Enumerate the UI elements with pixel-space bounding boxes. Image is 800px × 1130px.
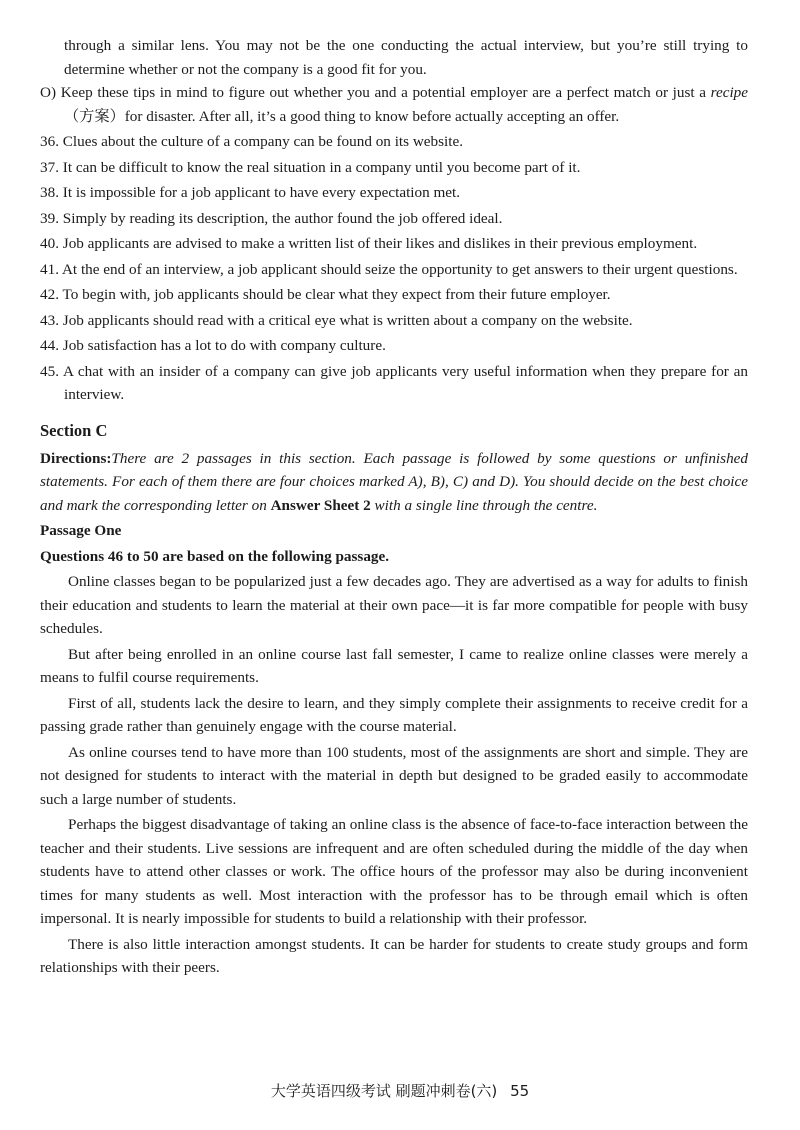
footer-title: 大学英语四级考试 刷题冲刺卷(六) — [270, 1082, 498, 1100]
statement-text: To begin with, job applicants should be clear what they expect from their future employer. — [62, 286, 611, 303]
passage-paragraph-1: Online classes began to be popularized just a few decades ago. They are advertised as a way for adults to finish their education and students to learn the material at their own pace—it is far more compatible for people with busy schedules. — [40, 573, 748, 637]
passage-paragraph-2: But after being enrolled in an online course last fall semester, I came to realize online classes were merely a means to fulfil course requirements. — [40, 645, 748, 686]
statement-number: 40. — [40, 235, 59, 252]
page-number: 55 — [510, 1082, 530, 1100]
passage-paragraph-4: As online courses tend to have more than 100 students, most of the assignments are short and simple. They are not designed for students to interact with the material in depth but designed to be graded easily to accommodate such a large number of students. — [40, 743, 748, 808]
statement-44 — [40, 334, 748, 358]
directions-label: Directions: — [40, 449, 112, 467]
paragraph-o-label: O) — [40, 84, 57, 101]
paragraph-o-recipe: recipe — [710, 84, 749, 101]
passage-paragraph-3: First of all, students lack the desire to learn, and they simply complete their assignments to receive credit for a passing grade rather than genuinely engage with the course material. — [40, 694, 748, 735]
statement-number: 44. — [40, 337, 59, 354]
statement-number: 37. — [40, 158, 59, 176]
statement-40 — [40, 232, 748, 256]
passage-paragraph-6: There is also little interaction amongst students. It can be harder for students to create study groups and form relationships with their peers. — [40, 935, 748, 976]
directions-paragraph — [40, 447, 748, 518]
questions-line: Questions 46 to 50 are based on the following passage. — [40, 547, 390, 565]
statement-text: Clues about the culture of a company can be found on its website. — [62, 133, 464, 150]
statement-text: Job applicants are advised to make a written list of their likes and dislikes in their previous employment. — [62, 235, 698, 252]
directions-text-2: with a single line through the centre. — [370, 496, 598, 514]
section-heading: Section C — [40, 420, 108, 440]
paragraph-o-text-1: Keep these tips in mind to figure out whether you and a potential employer are a perfect match or just a — [60, 84, 711, 101]
statement-number: 45. — [40, 362, 59, 380]
passage-title: Passage One — [40, 522, 122, 539]
statement-text: A chat with an insider of a company can give job applicants very useful information when they prepare for an interview. — [62, 362, 748, 403]
directions-answer-sheet: Answer Sheet 2 — [270, 496, 371, 514]
statement-43 — [40, 309, 748, 333]
paragraph-o-text-2: （方案）for disaster. After all, it’s a good thing to know before actually accepting an offer. — [64, 107, 620, 125]
continuation-paragraph: through a similar lens. You may not be the one conducting the actual interview, but you’re still trying to determine whether or not the company is a good fit for you. — [64, 37, 748, 78]
statement-41 — [40, 258, 748, 282]
statement-42 — [40, 283, 748, 307]
statement-38 — [40, 181, 748, 205]
statement-number: 43. — [40, 311, 59, 329]
statement-37 — [40, 156, 748, 180]
statement-text: Job applicants should read with a critical eye what is written about a company on the website. — [62, 311, 633, 329]
statement-number: 39. — [40, 209, 59, 227]
statement-number: 41. — [40, 260, 59, 278]
statement-text: Job satisfaction has a lot to do with company culture. — [62, 337, 386, 354]
paragraph-o — [40, 81, 748, 128]
directions-text-1: There are 2 passages in this section. Each passage is followed by some questions or unfinished statements. For each of them there are four choices marked A), B), C) and D). You should decide on the best choice and mark the corresponding letter on — [40, 449, 748, 514]
statement-36 — [40, 130, 748, 154]
statement-text: Simply by reading its description, the author found the job offered ideal. — [62, 209, 503, 227]
statement-39 — [40, 207, 748, 231]
statement-number: 36. — [40, 133, 59, 150]
statement-text: At the end of an interview, a job applicant should seize the opportunity to get answers to their urgent questions. — [61, 260, 738, 278]
page-footer — [0, 1080, 800, 1101]
statement-number: 42. — [40, 286, 59, 303]
statement-number: 38. — [40, 184, 59, 201]
statement-text: It is impossible for a job applicant to have every expectation met. — [62, 184, 461, 201]
statement-text: It can be difficult to know the real situation in a company until you become part of it. — [62, 158, 581, 176]
passage-paragraph-5: Perhaps the biggest disadvantage of taking an online class is the absence of face-to-face interaction between the teacher and their students. Live sessions are infrequent and are often scheduled during the middle of the day when students have to attend other classes or work. The office hours of the professor may also be during inconvenient times for many students as well. Most interaction with the professor has to be through email which is often impersonal. It is nearly impossible for students to build a relationship with their professor. — [40, 816, 748, 927]
statement-45 — [40, 360, 748, 407]
